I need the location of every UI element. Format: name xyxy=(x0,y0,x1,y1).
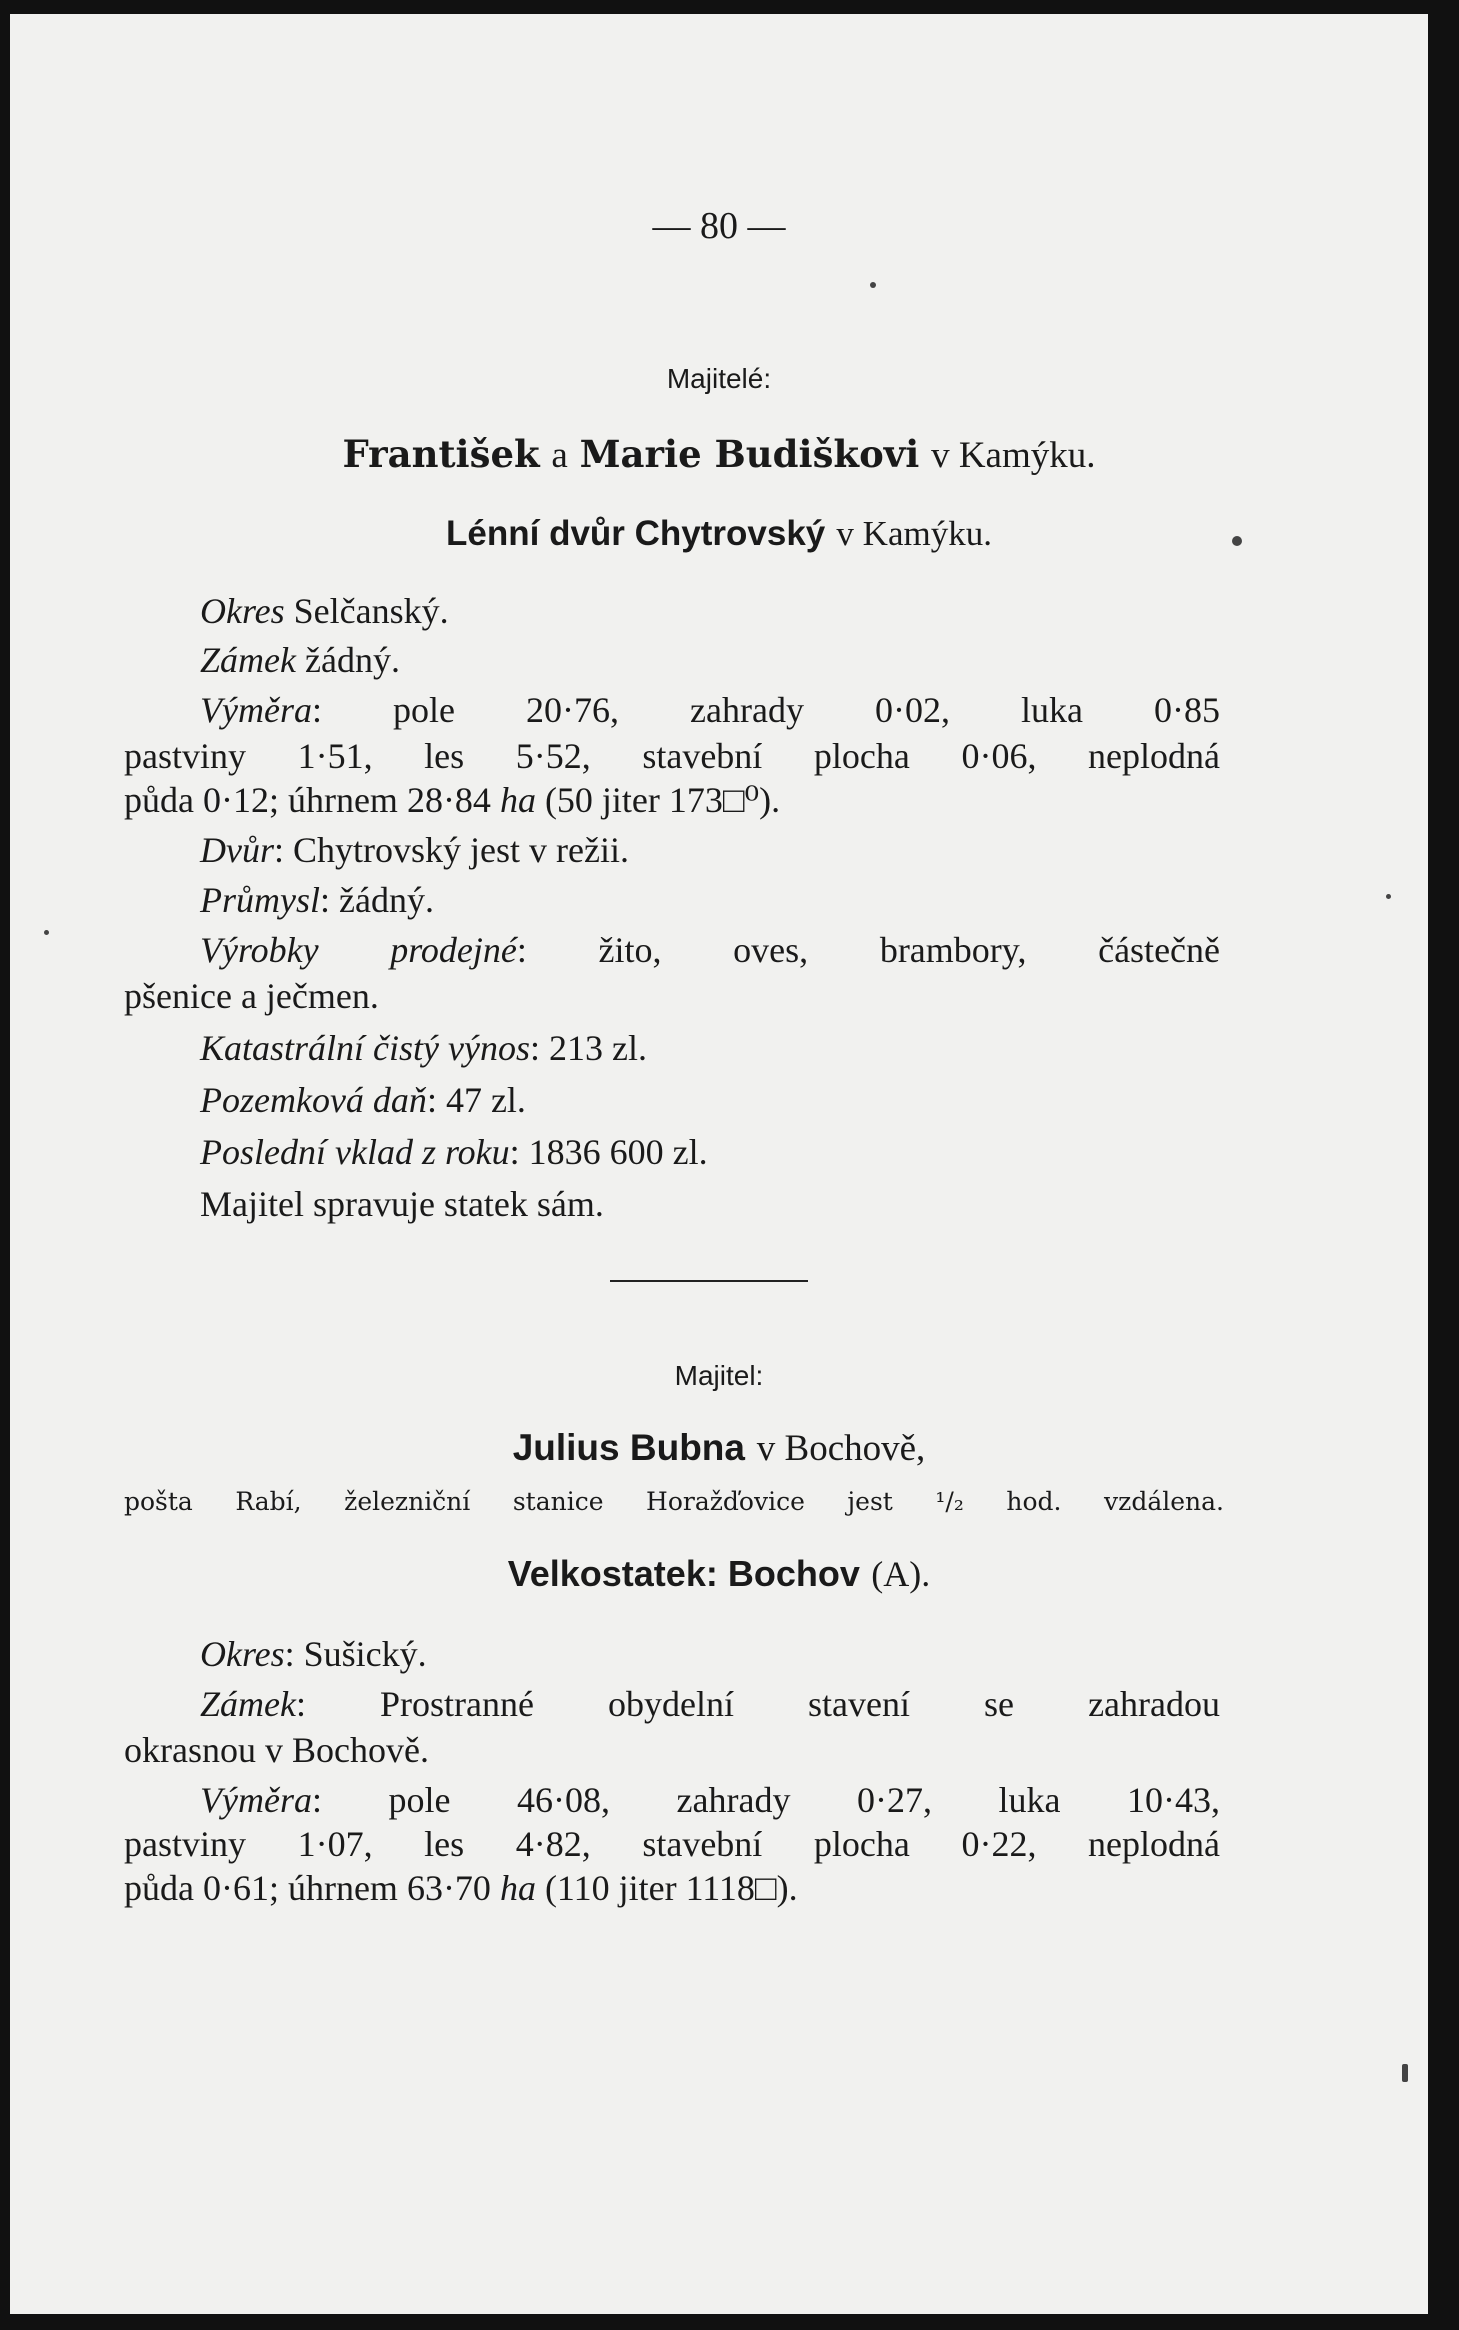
okres2-line xyxy=(200,1632,1428,1676)
prumysl-label: Průmysl xyxy=(200,880,320,920)
scan-speck xyxy=(44,930,49,935)
vyrobky-label: Výrobky prodejné xyxy=(200,930,517,970)
vymera-text-3b: (50 jiter 173□⁰). xyxy=(544,780,781,820)
dan-line xyxy=(200,1078,1428,1122)
zamek2-text-1: : Prostranné obydelní stavení se zahradou xyxy=(295,1684,1220,1724)
okres2-label: Okres xyxy=(200,1634,285,1674)
okres-label: Okres xyxy=(200,591,285,631)
owner-name-2: Marie Budiškovi xyxy=(579,432,920,476)
zamek2-line-2: okrasnou v Bochově. xyxy=(124,1730,429,1770)
estate-place: v Kamýku. xyxy=(836,514,992,553)
page-number: — 80 — xyxy=(652,205,786,247)
vymera-line-3 xyxy=(124,778,1428,822)
katastr-line xyxy=(200,1026,1428,1070)
estate2-name: Velkostatek: Bochov xyxy=(507,1553,860,1594)
scan-mark xyxy=(1402,2064,1408,2082)
vklad-label: Poslední vklad z roku xyxy=(200,1132,510,1172)
vymera-label: Výměra xyxy=(200,690,312,730)
vymera2-unit: ha xyxy=(499,1868,536,1908)
zamek2-line-1 xyxy=(200,1682,1220,1726)
owner-place: v Bochově, xyxy=(756,1428,926,1469)
owner-name-1: František xyxy=(342,432,540,476)
vymera2-text-1: : pole 46·08, zahrady 0·27, luka 10·43, xyxy=(311,1780,1220,1820)
dvur-label: Dvůr xyxy=(200,830,274,870)
owner-line xyxy=(10,1426,1428,1471)
owners-heading: Majitelé: xyxy=(666,363,772,394)
dan-value: : 47 zl. xyxy=(426,1080,526,1120)
vymera-line-1 xyxy=(200,688,1220,732)
vymera-unit: ha xyxy=(499,780,536,820)
prumysl-value: : žádný. xyxy=(320,880,434,920)
owner-heading: Majitel: xyxy=(674,1360,764,1391)
prumysl-line xyxy=(200,878,1428,922)
post-text-a: pošta Rabí, železniční stanice Horažďovice jest xyxy=(124,1487,936,1516)
estate-line xyxy=(10,512,1428,556)
vymera2-text-3b: (110 jiter 1118□). xyxy=(544,1868,798,1908)
katastr-value: : 213 zl. xyxy=(529,1028,647,1068)
post-line xyxy=(124,1480,1224,1524)
vklad-value: : 1836 600 zl. xyxy=(509,1132,708,1172)
zamek2-label: Zámek xyxy=(200,1684,296,1724)
vymera2-line-1 xyxy=(200,1778,1220,1822)
owner-name: Julius Bubna xyxy=(512,1427,745,1468)
vklad-line xyxy=(200,1130,1428,1174)
dan-label: Pozemková daň xyxy=(200,1080,427,1120)
owners-line xyxy=(10,432,1428,478)
vymera2-line-3 xyxy=(124,1866,1428,1910)
zamek-value: žádný. xyxy=(304,640,400,680)
zamek-label: Zámek xyxy=(200,640,296,680)
okres-line xyxy=(200,589,1428,633)
scan-speck xyxy=(870,282,876,288)
vymera2-text-3a: půda 0·61; úhrnem 63·70 xyxy=(124,1868,491,1908)
okres-value: Selčanský. xyxy=(293,591,449,631)
vyrobky-line-1 xyxy=(200,928,1220,972)
post-text-b: hod. vzdálena. xyxy=(963,1487,1224,1516)
post-fraction: ¹/₂ xyxy=(935,1487,964,1516)
vymera2-label: Výměra xyxy=(200,1780,312,1820)
dvur-line xyxy=(200,828,1428,872)
vymera-text-3a: půda 0·12; úhrnem 28·84 xyxy=(124,780,491,820)
management-note: Majitel spravuje statek sám. xyxy=(200,1184,604,1224)
vymera-text-1: : pole 20·76, zahrady 0·02, luka 0·85 xyxy=(311,690,1220,730)
vymera2-line-2: pastviny 1·07, les 4·82, stavební plocha 0·22, neplodná xyxy=(124,1824,1220,1864)
owners-place: v Kamýku. xyxy=(931,435,1096,476)
katastr-label: Katastrální čistý výnos xyxy=(200,1028,530,1068)
book-page xyxy=(10,14,1428,2314)
vyrobky-text-1: : žito, oves, brambory, částečně xyxy=(516,930,1220,970)
zamek-line xyxy=(200,638,1428,682)
owners-conjunction: a xyxy=(551,435,568,476)
estate2-suffix: (A). xyxy=(871,1554,931,1594)
estate-name: Lénní dvůr Chytrovský xyxy=(446,514,826,553)
estate2-line xyxy=(10,1552,1428,1597)
section-divider xyxy=(610,1280,808,1282)
okres2-value: : Sušický. xyxy=(284,1634,427,1674)
dvur-value: : Chytrovský jest v režii. xyxy=(274,830,629,870)
vyrobky-line-2: pšenice a ječmen. xyxy=(124,976,379,1016)
vymera-line-2: pastviny 1·51, les 5·52, stavební plocha 0·06, neplodná xyxy=(124,736,1220,776)
